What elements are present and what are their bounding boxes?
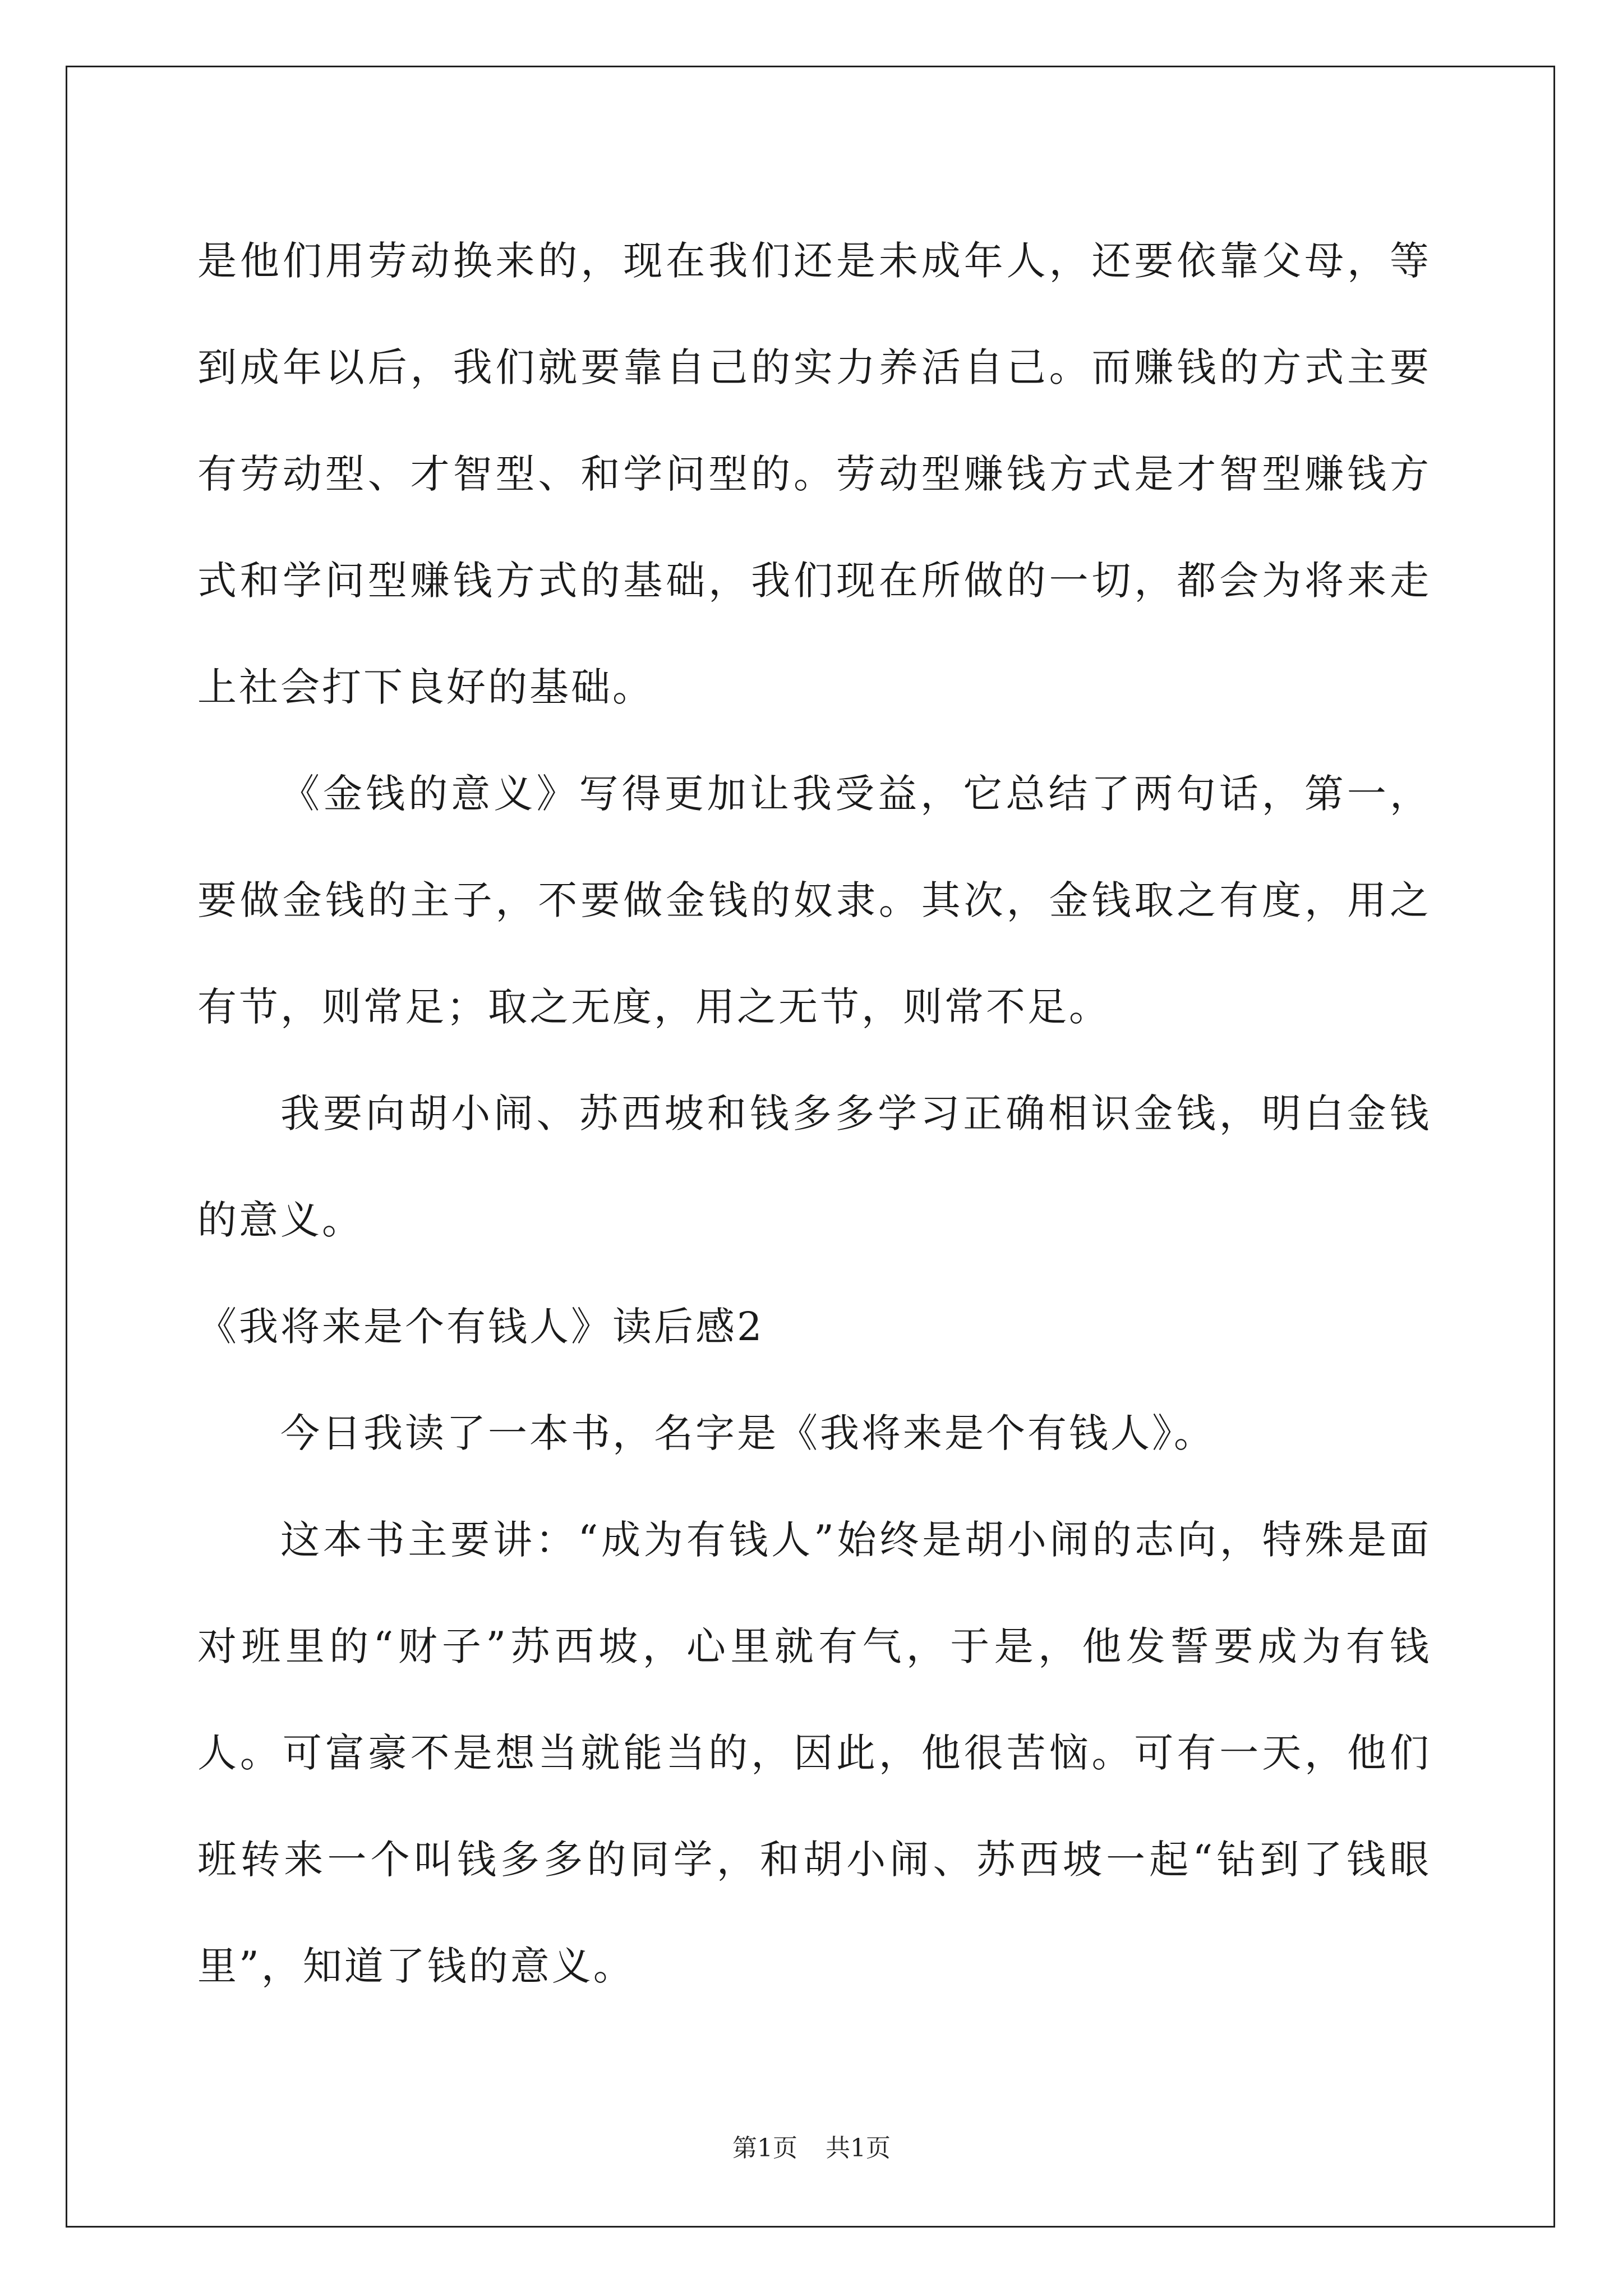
paragraph-learn-from-friends: 我要向胡小闹、苏西坡和钱多多学习正确相识金钱，明白金钱的意义。 <box>197 1091 1431 1243</box>
page-number-total: 共1页 <box>826 2134 891 2162</box>
section-heading: 《我将来是个有钱人》读后感2 <box>197 1304 764 1350</box>
paragraph-read-book: 今日我读了一本书，名字是《我将来是个有钱人》。 <box>280 1410 1215 1456</box>
paragraph-meaning-of-money: 《金钱的意义》写得更加让我受益，它总结了两句话，第一，要做金钱的主子，不要做金钱的奴隶。其次，金钱取之有度，用之有节，则常足；取之无度，用之无节，则常不足。 <box>197 771 1431 1030</box>
document-body <box>197 208 1431 2019</box>
paragraph-book-summary: 这本书主要讲：“成为有钱人”始终是胡小闹的志向，特殊是面对班里的“财子”苏西坡，心里就有气，于是，他发誓要成为有钱人。可富豪不是想当就能当的，因此，他很苦恼。可有一天，他们班转来一个叫钱多多的同学，和胡小闹、苏西坡一起“钻到了钱眼里”，知道了钱的意义。 <box>197 1517 1431 1989</box>
page-footer <box>0 2132 1623 2165</box>
page-number-current: 第1页 <box>732 2134 797 2162</box>
paragraph-continuation: 是他们用劳动换来的，现在我们还是未成年人，还要依靠父母，等到成年以后，我们就要靠自己的实力养活自己。而赚钱的方式主要有劳动型、才智型、和学问型的。劳动型赚钱方式是才智型赚钱方式和学问型赚钱方式的基础，我们现在所做的一切，都会为将来走上社会打下良好的基础。 <box>197 238 1431 710</box>
